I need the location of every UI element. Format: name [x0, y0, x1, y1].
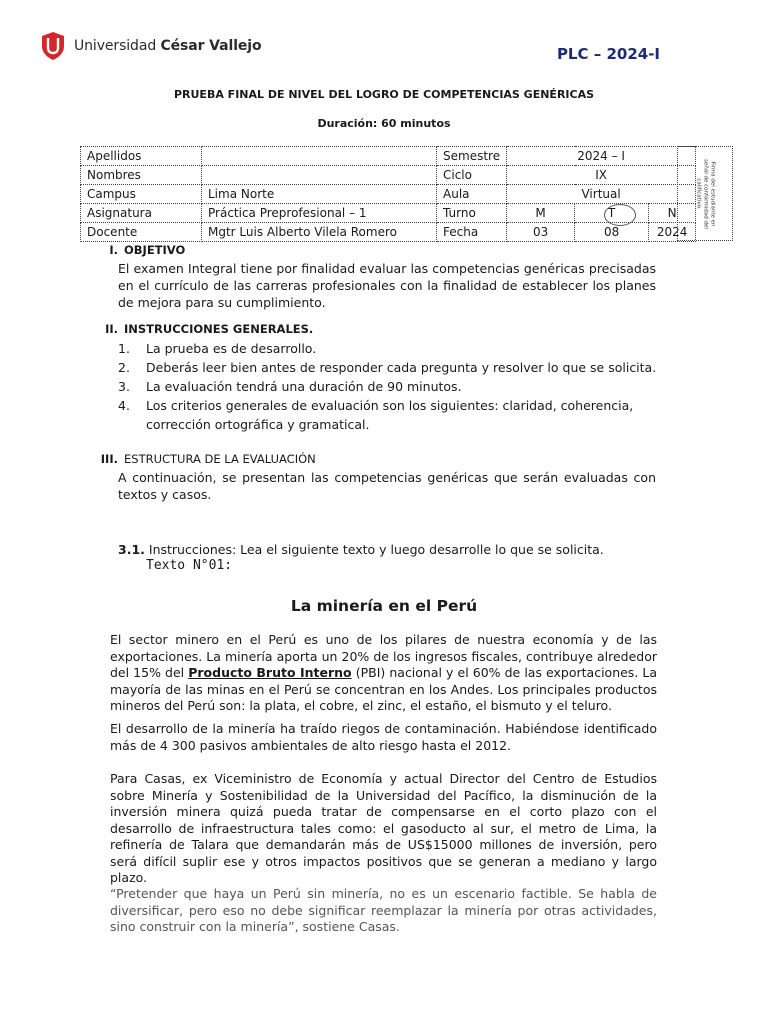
apellidos-label: Apellidos [81, 147, 202, 166]
section-number: III. [100, 452, 118, 466]
objetivo-text: El examen Integral tiene por finalidad evaluar las competencias genéricas precisadas en el currículo de las carreras profesionales con la finalidad de establecer los planes de mejora para su cumplimiento. [118, 261, 656, 310]
nombres-label: Nombres [81, 166, 202, 185]
list-number: 3. [118, 379, 130, 394]
semestre-value: 2024 – I [507, 147, 696, 166]
aula-label: Aula [437, 185, 507, 204]
asignatura-value: Práctica Preprofesional – 1 [202, 204, 437, 223]
signature-note: Firma del estudiante en señal de conformidad del calificativo. [695, 158, 716, 229]
section-instrucciones-heading [100, 322, 313, 336]
article-paragraph-4 [110, 886, 657, 936]
list-item [118, 358, 658, 377]
list-number: 4. [118, 398, 130, 413]
list-item [118, 339, 658, 358]
quote-text: “Pretender que haya un Perú sin minería, no es un escenario factible. Se habla de diversificar, pero eso no debe significar reemplazar la minería por otras actividades, sino construir con la minería” [110, 886, 657, 934]
apellidos-field[interactable] [202, 147, 437, 166]
turno-t: T [575, 204, 649, 223]
aula-value: Virtual [507, 185, 696, 204]
section-number: I. [109, 243, 118, 257]
section-objetivo-heading [100, 243, 185, 257]
list-item [118, 396, 658, 434]
section-title: ESTRUCTURA DE LA EVALUACIÓN [124, 452, 316, 466]
section-estructura-heading [100, 452, 316, 466]
semestre-label: Semestre [437, 147, 507, 166]
table-row [81, 166, 696, 185]
quote-attribution: , sostiene Casas. [294, 919, 400, 934]
exam-duration: Duración: 60 minutos [317, 117, 451, 130]
list-text: La evaluación tendrá una duración de 90 minutos. [146, 379, 462, 394]
fecha-day: 03 [507, 223, 575, 242]
pbi-link[interactable]: Producto Bruto Interno [188, 665, 352, 680]
signature-box[interactable] [677, 146, 733, 241]
exam-title: PRUEBA FINAL DE NIVEL DEL LOGRO DE COMPETENCIAS GENÉRICAS [173, 88, 595, 101]
section-title: OBJETIVO [124, 243, 186, 257]
ciclo-value: IX [507, 166, 696, 185]
table-row [81, 185, 696, 204]
subsection-3-1 [118, 542, 604, 557]
campus-label: Campus [81, 185, 202, 204]
list-item [118, 377, 658, 396]
student-info-table [80, 146, 696, 242]
university-logo [40, 32, 262, 60]
table-row [81, 223, 696, 242]
list-text: Deberás leer bien antes de responder cada pregunta y resolver lo que se solicita. [146, 360, 657, 375]
turno-label: Turno [437, 204, 507, 223]
article-paragraph-2: El desarrollo de la minería ha traído riegos de contaminación. Habiéndose identificado más de 4 300 pasivos ambientales de alto riesgo hasta el 2012. [110, 721, 657, 753]
section-number: II. [105, 322, 118, 336]
docente-value: Mgtr Luis Alberto Vilela Romero [202, 223, 437, 242]
turno-n: N [649, 204, 696, 223]
campus-value: Lima Norte [202, 185, 437, 204]
exam-code: PLC – 2024-I [556, 45, 660, 63]
fecha-label: Fecha [437, 223, 507, 242]
table-row [81, 147, 696, 166]
texto-label: Texto N°01: [146, 558, 233, 573]
turno-m: M [507, 204, 575, 223]
article-title: La minería en el Perú [290, 597, 478, 615]
list-number: 1. [118, 341, 130, 356]
paragraph-text: (PBI) nacional y el 60% de las exportaciones. La mayoría de las minas en el Perú se concentran en los Andes. Los principales productos mineros del Perú son: la plata, el cobre, el zinc, el estaño, el bismuto y el teluro. [110, 665, 657, 713]
paragraph-text: El sector minero en el Perú es uno de los pilares de nuestra economía y de las exportaciones. La minería aporta un 20% de los ingresos fiscales, contribuye alrededor del 15% del [110, 632, 657, 680]
university-name: Universidad César Vallejo [74, 38, 262, 54]
fecha-month: 08 [575, 223, 649, 242]
subsection-number: 3.1. [118, 542, 145, 557]
list-text: La prueba es de desarrollo. [146, 341, 317, 356]
fecha-year: 2024 [649, 223, 696, 242]
nombres-field[interactable] [202, 166, 437, 185]
ciclo-label: Ciclo [437, 166, 507, 185]
ucv-shield-icon [40, 32, 66, 60]
asignatura-label: Asignatura [81, 204, 202, 223]
docente-label: Docente [81, 223, 202, 242]
turno-selected-circle [604, 204, 636, 226]
section-title: INSTRUCCIONES GENERALES. [124, 322, 314, 336]
article-paragraph-1 [110, 632, 657, 715]
article-paragraph-3: Para Casas, ex Viceministro de Economía y actual Director del Centro de Estudios sobre Minería y Sostenibilidad de la Universidad del Pacífico, la disminución de la inversión minera quizá pueda tratar de compensarse en el corto plazo con el desarrollo de infraestructura tales como: el gasoducto al sur, el metro de Lima, la refinería de Talara que demandarán más de US$15000 millones de inversión, pero será difícil suplir ese y otros impactos positivos que se generan a mediano y largo plazo. [110, 771, 657, 885]
subsection-text: Instrucciones: Lea el siguiente texto y luego desarrolle lo que se solicita. [148, 542, 604, 557]
estructura-text: A continuación, se presentan las competencias genéricas que serán evaluadas con textos y casos. [118, 470, 656, 502]
list-text: Los criterios generales de evaluación son los siguientes: claridad, coherencia, corrección ortográfica y gramatical. [146, 398, 634, 432]
list-number: 2. [118, 360, 130, 375]
